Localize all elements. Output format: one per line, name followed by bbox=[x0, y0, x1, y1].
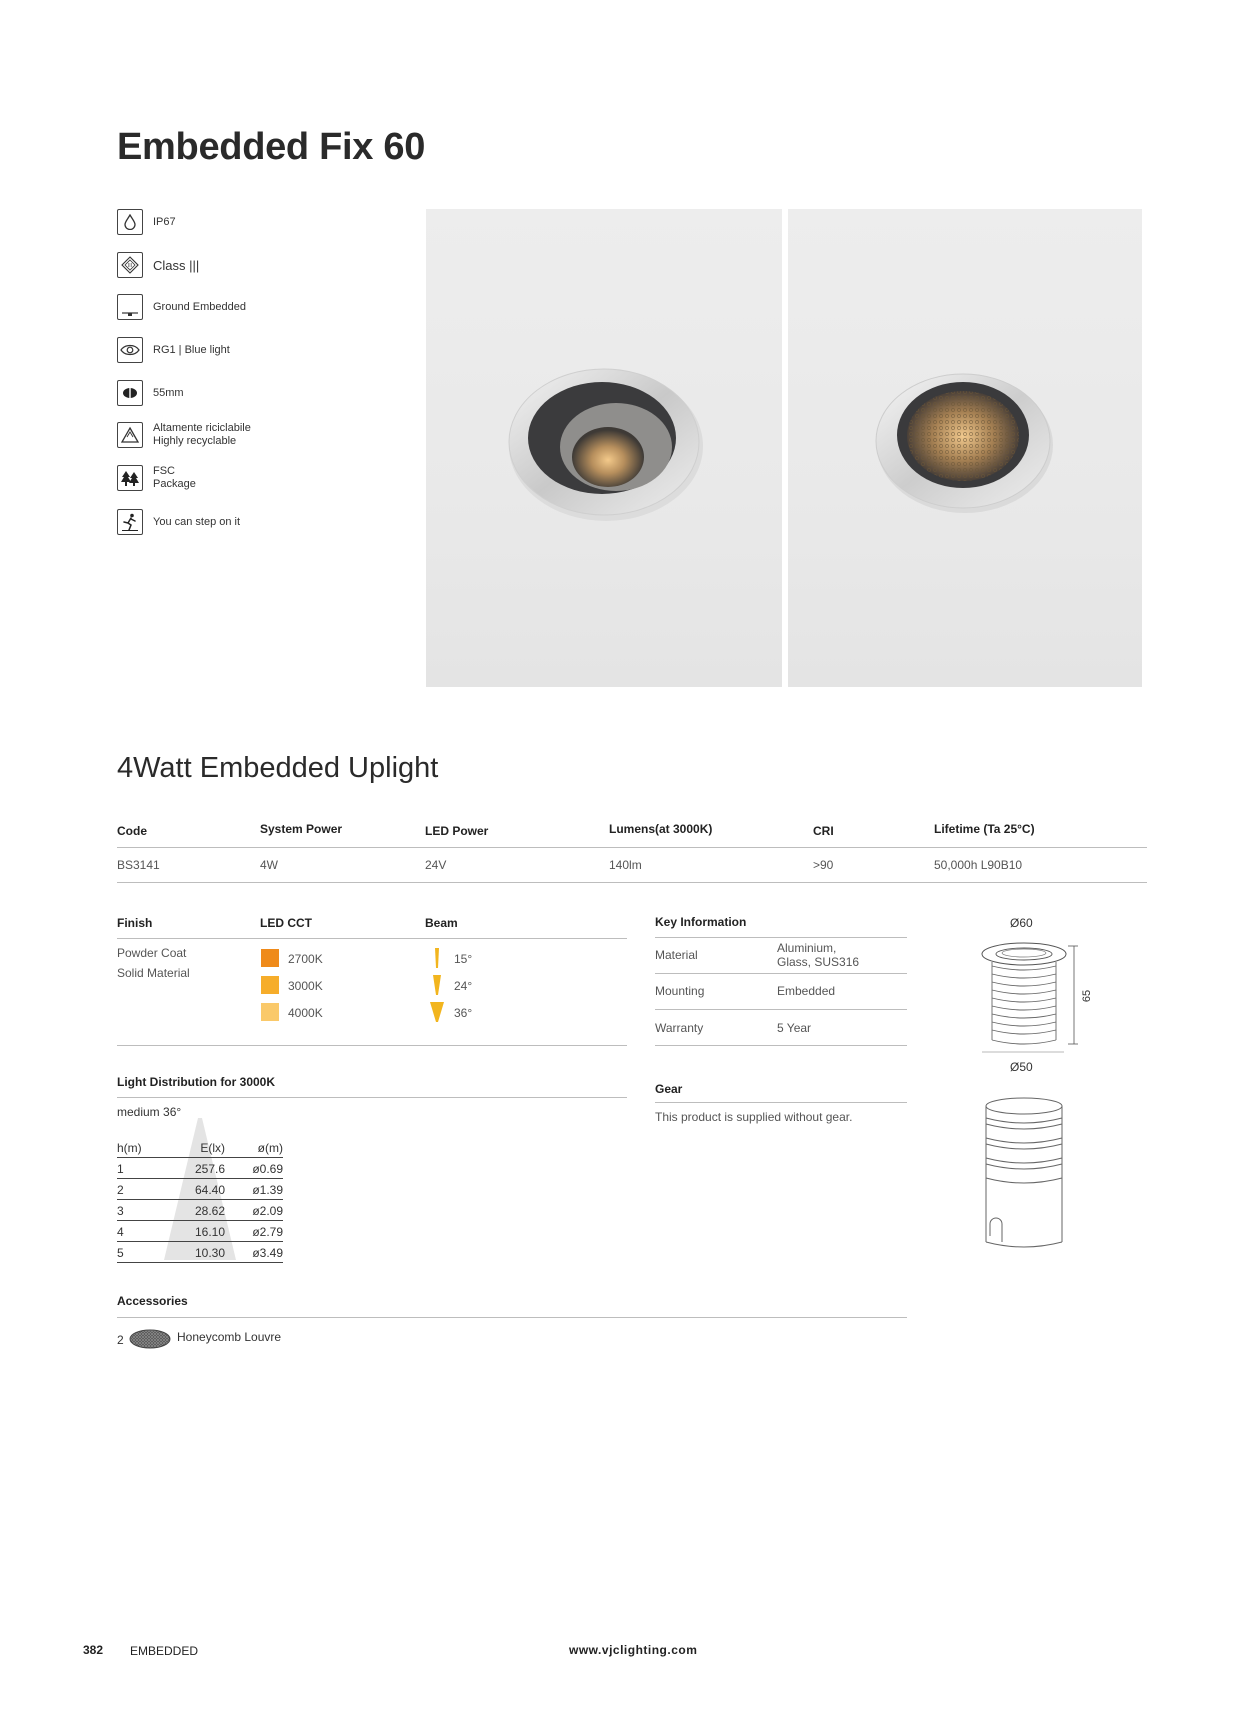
feature-class bbox=[117, 251, 199, 279]
spec-divider bbox=[117, 847, 1147, 848]
gear-text: This product is supplied without gear. bbox=[655, 1110, 853, 1124]
row-divider bbox=[117, 1262, 283, 1263]
feature-label: Altamente riciclabile bbox=[153, 422, 251, 434]
cell-e: 257.6 bbox=[194, 1162, 225, 1176]
gear-divider bbox=[655, 1102, 907, 1103]
product-subtitle: 4Watt Embedded Uplight bbox=[117, 752, 439, 784]
key-info-divider bbox=[655, 937, 907, 938]
spec-header-lifetime: Lifetime (Ta 25°C) bbox=[934, 822, 1035, 836]
tree-icon bbox=[117, 465, 143, 491]
row-divider bbox=[117, 1178, 283, 1179]
spec-divider bbox=[117, 882, 1147, 883]
page-title: Embedded Fix 60 bbox=[117, 126, 426, 168]
finish-header: Finish bbox=[117, 916, 153, 930]
cell-o: ø2.09 bbox=[252, 1204, 283, 1218]
feature-label: You can step on it bbox=[153, 515, 241, 528]
light-dist-divider bbox=[117, 1097, 627, 1098]
feature-ip67 bbox=[117, 208, 176, 236]
dim-height: 65 bbox=[1081, 989, 1094, 1003]
page-number: 382 bbox=[83, 1643, 104, 1657]
website-link[interactable]: www.vjclighting.com bbox=[569, 1643, 698, 1657]
spec-value-lumens: 140lm bbox=[609, 858, 642, 872]
feature-label: Ground Embedded bbox=[153, 300, 246, 313]
accessories-divider bbox=[117, 1317, 907, 1318]
spec-header-system-power: System Power bbox=[260, 822, 343, 836]
feature-ground-embedded bbox=[117, 293, 246, 321]
light-dist-row bbox=[117, 1222, 283, 1243]
key-info-material-line: Aluminium, bbox=[777, 941, 837, 955]
feature-label: Highly recyclable bbox=[153, 435, 237, 447]
feature-rg1 bbox=[117, 336, 230, 364]
cct-header: LED CCT bbox=[260, 916, 312, 930]
key-info-material-value bbox=[777, 941, 859, 969]
cell-o: ø3.49 bbox=[252, 1246, 283, 1260]
cell-e: 64.40 bbox=[194, 1183, 225, 1197]
key-info-warranty-value: 5 Year bbox=[777, 1021, 812, 1035]
honeycomb-louvre-icon bbox=[128, 1328, 172, 1350]
cell-o: ø0.69 bbox=[252, 1162, 283, 1176]
dimension-drawing-sleeve bbox=[978, 1096, 1078, 1256]
spec-header-lumens: Lumens(at 3000K) bbox=[609, 822, 713, 836]
fixture-render-top bbox=[788, 209, 1142, 687]
light-dist-row bbox=[117, 1201, 283, 1222]
beam-header: Beam bbox=[425, 916, 458, 930]
cell-e: 16.10 bbox=[194, 1225, 225, 1239]
cell-e: 28.62 bbox=[194, 1204, 225, 1218]
beam-label-36: 36° bbox=[454, 1006, 473, 1020]
spec-value-system-power: 4W bbox=[260, 858, 278, 872]
cct-label-3000k: 3000K bbox=[288, 979, 323, 993]
beam-label-15: 15° bbox=[454, 952, 473, 966]
col-diameter: ø(m) bbox=[257, 1141, 283, 1155]
feature-label: Class ||| bbox=[153, 257, 200, 273]
key-info-mounting-value: Embedded bbox=[777, 984, 836, 998]
light-dist-row bbox=[117, 1180, 283, 1201]
cct-swatch-4000k bbox=[261, 1003, 279, 1021]
cct-label-4000k: 4000K bbox=[288, 1006, 323, 1020]
gear-header: Gear bbox=[655, 1082, 683, 1096]
accessories-header: Accessories bbox=[117, 1294, 188, 1308]
spec-header-led-power: LED Power bbox=[425, 824, 489, 838]
feature-label: RG1 | Blue light bbox=[153, 343, 230, 356]
cct-swatch-2700k bbox=[261, 949, 279, 967]
finish-powder-coat: Powder Coat bbox=[117, 946, 187, 960]
finish-solid-material: Solid Material bbox=[117, 966, 190, 980]
key-info-header: Key Information bbox=[655, 915, 747, 929]
row-divider bbox=[117, 1220, 283, 1221]
light-dist-header: Light Distribution for 3000K bbox=[117, 1075, 276, 1089]
feature-label: Package bbox=[153, 478, 196, 490]
light-dist-subtitle: medium 36° bbox=[117, 1105, 182, 1119]
beam-15-icon bbox=[429, 948, 445, 968]
spec-value-cri: >90 bbox=[813, 858, 834, 872]
ground-embedded-icon bbox=[117, 294, 143, 320]
key-info-material-line: Glass, SUS316 bbox=[777, 955, 860, 969]
spec-header-cri: CRI bbox=[813, 824, 834, 838]
beam-36-icon bbox=[429, 1002, 445, 1022]
cell-h: 3 bbox=[117, 1204, 124, 1218]
class-iii-icon bbox=[117, 252, 143, 278]
section-label: EMBEDDED bbox=[130, 1644, 199, 1658]
feature-recyclable bbox=[117, 421, 251, 449]
options-divider bbox=[117, 1045, 627, 1046]
spec-value-lifetime: 50,000h L90B10 bbox=[934, 858, 1023, 872]
step-on-icon bbox=[117, 509, 143, 535]
key-info-mounting-label: Mounting bbox=[655, 984, 705, 998]
product-photo-top bbox=[788, 209, 1142, 687]
cell-h: 5 bbox=[117, 1246, 124, 1260]
cell-h: 4 bbox=[117, 1225, 124, 1239]
dim-bottom-diameter: Ø50 bbox=[1010, 1060, 1033, 1074]
accessory-number: 2 bbox=[117, 1333, 124, 1347]
key-info-warranty-label: Warranty bbox=[655, 1021, 704, 1035]
row-divider bbox=[117, 1199, 283, 1200]
light-dist-row bbox=[117, 1243, 283, 1264]
key-info-divider bbox=[655, 1045, 907, 1046]
options-divider bbox=[117, 938, 627, 939]
key-info-divider bbox=[655, 973, 907, 974]
light-dist-row bbox=[117, 1159, 283, 1180]
cct-label-2700k: 2700K bbox=[288, 952, 323, 966]
spec-value-code: BS3141 bbox=[117, 858, 160, 872]
cell-h: 1 bbox=[117, 1162, 124, 1176]
feature-depth bbox=[117, 379, 184, 407]
feature-label: FSC bbox=[153, 465, 175, 477]
row-divider bbox=[117, 1241, 283, 1242]
dim-top-diameter: Ø60 bbox=[1010, 916, 1033, 930]
col-height: h(m) bbox=[117, 1141, 142, 1155]
light-dist-header-row bbox=[117, 1138, 283, 1159]
cell-o: ø1.39 bbox=[252, 1183, 283, 1197]
dimension-drawing-side bbox=[978, 932, 1098, 1062]
key-info-material-label: Material bbox=[655, 948, 698, 962]
cell-o: ø2.79 bbox=[252, 1225, 283, 1239]
beam-24-icon bbox=[429, 975, 445, 995]
depth-icon bbox=[117, 380, 143, 406]
beam-label-24: 24° bbox=[454, 979, 473, 993]
cell-h: 2 bbox=[117, 1183, 124, 1197]
feature-fsc bbox=[117, 464, 196, 492]
recycle-icon bbox=[117, 422, 143, 448]
feature-label: IP67 bbox=[153, 215, 176, 228]
eye-icon bbox=[117, 337, 143, 363]
product-photo-angle bbox=[426, 209, 782, 687]
water-drop-icon bbox=[117, 209, 143, 235]
fixture-render-angle bbox=[426, 209, 782, 687]
cct-swatch-3000k bbox=[261, 976, 279, 994]
spec-value-led-power: 24V bbox=[425, 858, 447, 872]
spec-header-code: Code bbox=[117, 824, 147, 838]
cell-e: 10.30 bbox=[194, 1246, 225, 1260]
row-divider bbox=[117, 1157, 283, 1158]
feature-label: 55mm bbox=[153, 386, 184, 399]
accessory-label: Honeycomb Louvre bbox=[177, 1330, 282, 1344]
key-info-divider bbox=[655, 1009, 907, 1010]
feature-step-on bbox=[117, 508, 240, 536]
svg-text:III: III bbox=[127, 263, 133, 270]
col-illuminance: E(lx) bbox=[200, 1141, 225, 1155]
